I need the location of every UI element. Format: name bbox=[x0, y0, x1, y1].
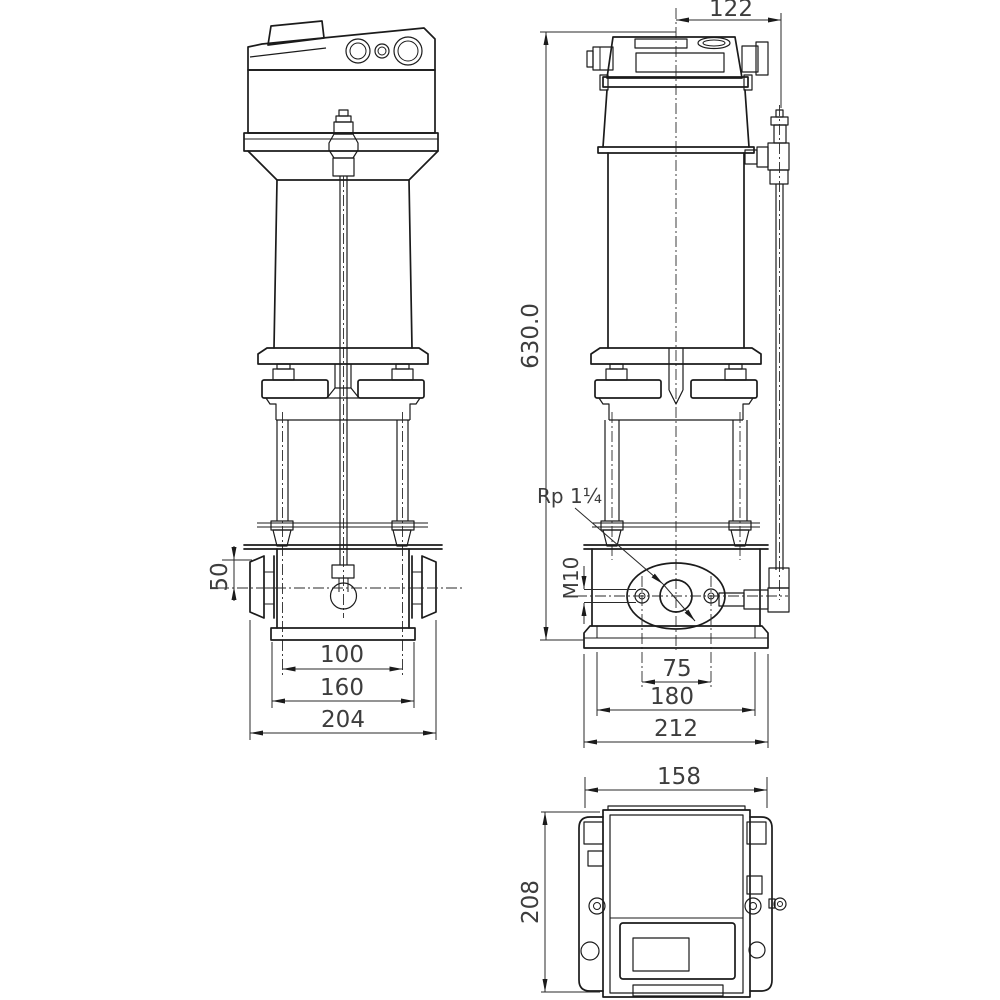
seal-housing-plate bbox=[691, 380, 757, 398]
mounting-hole bbox=[581, 942, 599, 960]
motor-head-front bbox=[587, 37, 768, 90]
tie-rod bbox=[277, 420, 408, 521]
display-screen bbox=[633, 938, 689, 971]
front-panel bbox=[636, 53, 724, 72]
elbow-fitting bbox=[768, 588, 789, 612]
seal-housing-plate bbox=[595, 380, 661, 398]
dimensions-front bbox=[518, 0, 781, 748]
clip bbox=[584, 822, 603, 844]
dim-label-208: 208 bbox=[518, 880, 544, 924]
external-pipe bbox=[719, 105, 789, 612]
nut bbox=[725, 369, 746, 380]
dim-label-630: 630.0 bbox=[518, 303, 544, 369]
dim-label-204: 204 bbox=[321, 707, 365, 733]
dimensions-top bbox=[518, 764, 767, 992]
nut bbox=[273, 369, 294, 380]
tee-fitting bbox=[768, 143, 789, 170]
dim-label-160: 160 bbox=[320, 675, 364, 701]
nut bbox=[392, 369, 413, 380]
dim-label-212: 212 bbox=[654, 716, 698, 742]
display-window bbox=[635, 39, 687, 48]
dimensions-side bbox=[207, 546, 436, 740]
dim-label-m10: M10 bbox=[559, 556, 583, 600]
dim-label-158: 158 bbox=[657, 764, 701, 790]
dim-label-75: 75 bbox=[662, 656, 692, 682]
clip bbox=[588, 851, 603, 866]
seal-housing-plate bbox=[262, 380, 328, 398]
nut bbox=[606, 369, 627, 380]
dim-label-180: 180 bbox=[650, 684, 694, 710]
mounting-hole bbox=[749, 942, 765, 958]
top-view bbox=[518, 764, 786, 997]
discharge-port bbox=[412, 556, 436, 618]
dim-label-rp: Rp 1¼ bbox=[537, 484, 603, 508]
dim-label-50: 50 bbox=[207, 562, 233, 592]
screw-boss bbox=[745, 898, 761, 914]
tie-rods-side bbox=[244, 412, 442, 676]
front-view bbox=[518, 0, 789, 748]
lantern-side bbox=[258, 348, 428, 420]
dim-label-100: 100 bbox=[320, 642, 364, 668]
motor-terminal-box bbox=[244, 21, 438, 151]
cable-gland-icon bbox=[375, 44, 389, 58]
seal-housing-plate bbox=[358, 380, 424, 398]
motor-head-top bbox=[603, 806, 750, 997]
side-view bbox=[207, 21, 462, 740]
suction-port bbox=[250, 556, 274, 618]
dim-label-122: 122 bbox=[709, 0, 753, 22]
motor-body-side bbox=[248, 151, 438, 348]
vent-nib bbox=[774, 898, 786, 910]
pump-base-side bbox=[271, 628, 415, 640]
